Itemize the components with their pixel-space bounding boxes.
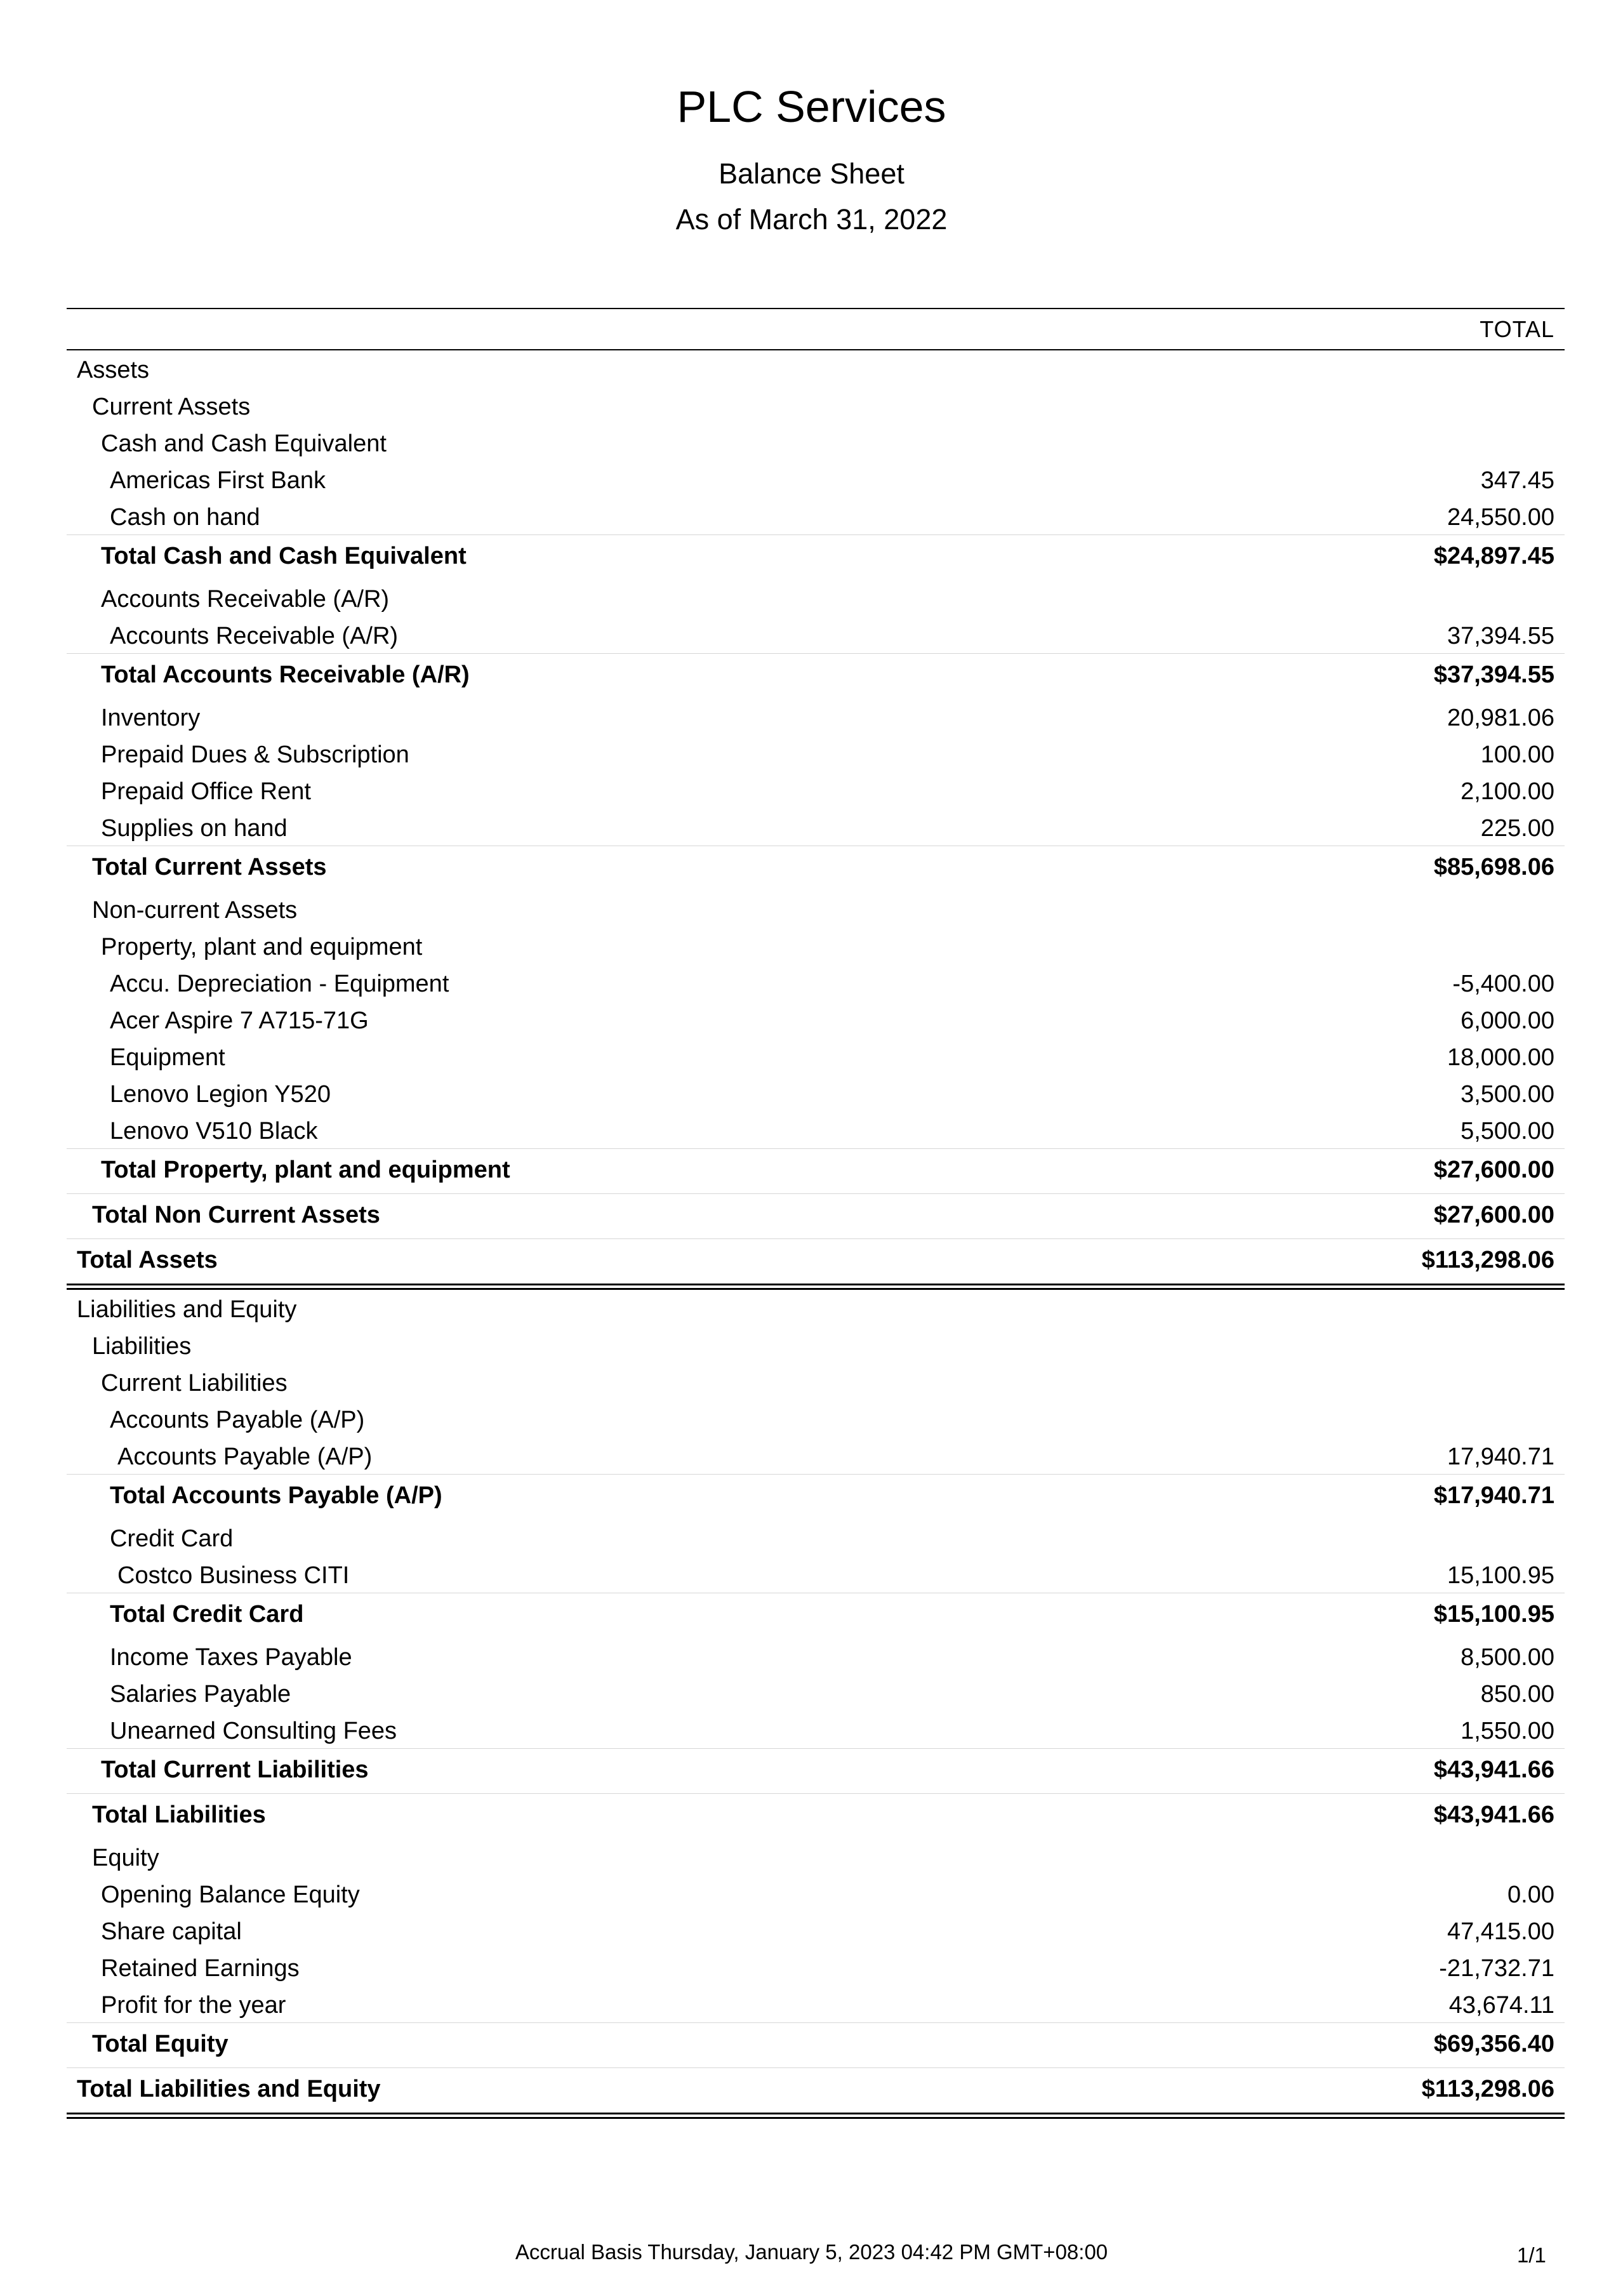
row-amount: $113,298.06 <box>1421 1247 1554 1273</box>
group-heading-equity <box>67 1838 1565 1875</box>
line-item-row <box>67 735 1565 772</box>
subtotal-row-current-liabilities <box>67 1748 1565 1793</box>
line-item-row <box>67 1638 1565 1675</box>
row-label: Total Equity <box>92 2031 229 2057</box>
line-item-row <box>67 616 1565 653</box>
row-label: Lenovo Legion Y520 <box>110 1081 331 1108</box>
double-underline <box>67 1284 1565 1290</box>
row-amount: 3,500.00 <box>1461 1081 1554 1108</box>
row-label: Opening Balance Equity <box>101 1881 360 1908</box>
row-amount: 6,000.00 <box>1461 1007 1554 1034</box>
row-amount: 100.00 <box>1480 741 1554 768</box>
row-label: Total Current Liabilities <box>101 1756 369 1783</box>
subtotal-row-equity <box>67 2022 1565 2067</box>
group-heading-ppe <box>67 927 1565 964</box>
row-label: Total Liabilities <box>92 1802 266 1828</box>
row-label: Cash and Cash Equivalent <box>101 430 387 457</box>
line-item-row <box>67 1912 1565 1949</box>
row-label: Total Non Current Assets <box>92 1202 380 1228</box>
double-underline <box>67 2113 1565 2119</box>
line-item-row <box>67 1875 1565 1912</box>
row-amount: $43,941.66 <box>1433 1756 1554 1783</box>
line-item-row <box>67 1437 1565 1474</box>
row-amount: $24,897.45 <box>1433 543 1554 569</box>
row-amount: -5,400.00 <box>1452 971 1554 997</box>
footer-basis-timestamp: Accrual Basis Thursday, January 5, 2023 04:42 PM GMT+08:00 <box>515 2240 1108 2264</box>
row-label: Accounts Receivable (A/R) <box>101 586 390 613</box>
row-amount: 47,415.00 <box>1447 1918 1554 1945</box>
row-amount: $15,100.95 <box>1433 1601 1554 1628</box>
company-name: PLC Services <box>677 82 946 131</box>
line-item-row <box>67 809 1565 846</box>
line-item-row <box>67 1986 1565 2022</box>
row-label: Accounts Receivable (A/R) <box>110 623 399 649</box>
row-label: Total Accounts Payable (A/P) <box>110 1482 442 1509</box>
line-item-row <box>67 1675 1565 1711</box>
subtotal-row-ar <box>67 653 1565 698</box>
row-amount: $113,298.06 <box>1421 2076 1554 2102</box>
total-row-liabilities-equity <box>67 2067 1565 2113</box>
group-heading-liabilities <box>67 1327 1565 1364</box>
row-amount: 24,550.00 <box>1447 504 1554 531</box>
column-header-total: TOTAL <box>1480 316 1554 342</box>
row-label: Equipment <box>110 1044 225 1071</box>
row-label: Total Assets <box>77 1247 218 1273</box>
row-label: Americas First Bank <box>110 467 326 494</box>
row-amount: 0.00 <box>1507 1881 1554 1908</box>
line-item-row <box>67 1949 1565 1986</box>
row-amount: $17,940.71 <box>1433 1482 1554 1509</box>
group-heading-cash <box>67 424 1565 461</box>
page-number: 1/1 <box>1517 2243 1546 2267</box>
row-label: Liabilities and Equity <box>77 1296 297 1323</box>
subtotal-row-ppe <box>67 1148 1565 1193</box>
row-label: Total Property, plant and equipment <box>101 1157 510 1183</box>
row-label: Supplies on hand <box>101 815 288 842</box>
row-amount: 18,000.00 <box>1447 1044 1554 1071</box>
row-amount: $37,394.55 <box>1433 661 1554 688</box>
group-heading-ap <box>67 1400 1565 1437</box>
total-row-assets <box>67 1238 1565 1284</box>
report-date: As of March 31, 2022 <box>675 203 948 236</box>
report-title: Balance Sheet <box>719 157 904 190</box>
group-heading-current-assets <box>67 387 1565 424</box>
line-item-row <box>67 1001 1565 1038</box>
line-item-row <box>67 1711 1565 1748</box>
line-item-row <box>67 1556 1565 1593</box>
group-heading-current-liabilities <box>67 1364 1565 1400</box>
row-amount: 1,550.00 <box>1461 1718 1554 1744</box>
line-item-row <box>67 1112 1565 1148</box>
row-label: Current Assets <box>92 394 251 420</box>
subtotal-row-ap <box>67 1474 1565 1519</box>
row-label: Accounts Payable (A/P) <box>110 1407 365 1433</box>
row-amount: 20,981.06 <box>1447 705 1554 731</box>
row-amount: $27,600.00 <box>1433 1157 1554 1183</box>
row-amount: $85,698.06 <box>1433 854 1554 880</box>
subtotal-row-cash <box>67 534 1565 580</box>
subtotal-row-credit-card <box>67 1593 1565 1638</box>
row-amount: 225.00 <box>1480 815 1554 842</box>
section-heading-liabilities-equity <box>67 1290 1565 1327</box>
row-label: Lenovo V510 Black <box>110 1118 318 1145</box>
row-label: Retained Earnings <box>101 1955 300 1982</box>
row-label: Costco Business CITI <box>117 1562 350 1589</box>
row-label: Credit Card <box>110 1525 234 1552</box>
row-label: Cash on hand <box>110 504 260 531</box>
row-label: Unearned Consulting Fees <box>110 1718 397 1744</box>
row-amount: 2,100.00 <box>1461 778 1554 805</box>
group-heading-ar <box>67 580 1565 616</box>
row-label: Property, plant and equipment <box>101 934 423 960</box>
row-label: Accu. Depreciation - Equipment <box>110 971 449 997</box>
row-label: Total Current Assets <box>92 854 327 880</box>
row-label: Salaries Payable <box>110 1681 291 1708</box>
row-label: Total Credit Card <box>110 1601 304 1628</box>
subtotal-row-non-current-assets <box>67 1193 1565 1238</box>
row-amount: 347.45 <box>1480 467 1554 494</box>
line-item-row <box>67 964 1565 1001</box>
row-label: Prepaid Dues & Subscription <box>101 741 409 768</box>
row-amount: 8,500.00 <box>1461 1644 1554 1671</box>
row-label: Profit for the year <box>101 1992 286 2019</box>
row-amount: $27,600.00 <box>1433 1202 1554 1228</box>
row-label: Acer Aspire 7 A715-71G <box>110 1007 369 1034</box>
column-header-row <box>67 308 1565 350</box>
row-label: Total Accounts Receivable (A/R) <box>101 661 470 688</box>
row-label: Liabilities <box>92 1333 192 1360</box>
row-label: Share capital <box>101 1918 242 1945</box>
row-label: Current Liabilities <box>101 1370 288 1397</box>
row-label: Accounts Payable (A/P) <box>117 1443 373 1470</box>
line-item-row <box>67 1075 1565 1112</box>
balance-sheet-table <box>67 308 1565 2119</box>
row-amount: $43,941.66 <box>1433 1802 1554 1828</box>
section-heading-assets <box>67 350 1565 387</box>
row-label: Non-current Assets <box>92 897 298 924</box>
row-amount: 37,394.55 <box>1447 623 1554 649</box>
row-amount: 17,940.71 <box>1447 1443 1554 1470</box>
line-item-row <box>67 698 1565 735</box>
row-amount: 15,100.95 <box>1447 1562 1554 1589</box>
line-item-row <box>67 498 1565 534</box>
row-amount: $69,356.40 <box>1433 2031 1554 2057</box>
row-label: Assets <box>77 357 150 383</box>
row-label: Inventory <box>101 705 201 731</box>
subtotal-row-current-assets <box>67 846 1565 891</box>
row-amount: 850.00 <box>1480 1681 1554 1708</box>
row-label: Prepaid Office Rent <box>101 778 311 805</box>
row-amount: 43,674.11 <box>1448 1992 1554 2019</box>
row-label: Equity <box>92 1845 159 1871</box>
row-label: Income Taxes Payable <box>110 1644 352 1671</box>
row-amount: 5,500.00 <box>1461 1118 1554 1145</box>
group-heading-non-current-assets <box>67 891 1565 927</box>
line-item-row <box>67 772 1565 809</box>
row-label: Total Liabilities and Equity <box>77 2076 381 2102</box>
row-label: Total Cash and Cash Equivalent <box>101 543 467 569</box>
line-item-row <box>67 461 1565 498</box>
row-amount: -21,732.71 <box>1439 1955 1554 1982</box>
group-heading-credit-card <box>67 1519 1565 1556</box>
line-item-row <box>67 1038 1565 1075</box>
subtotal-row-liabilities <box>67 1793 1565 1838</box>
